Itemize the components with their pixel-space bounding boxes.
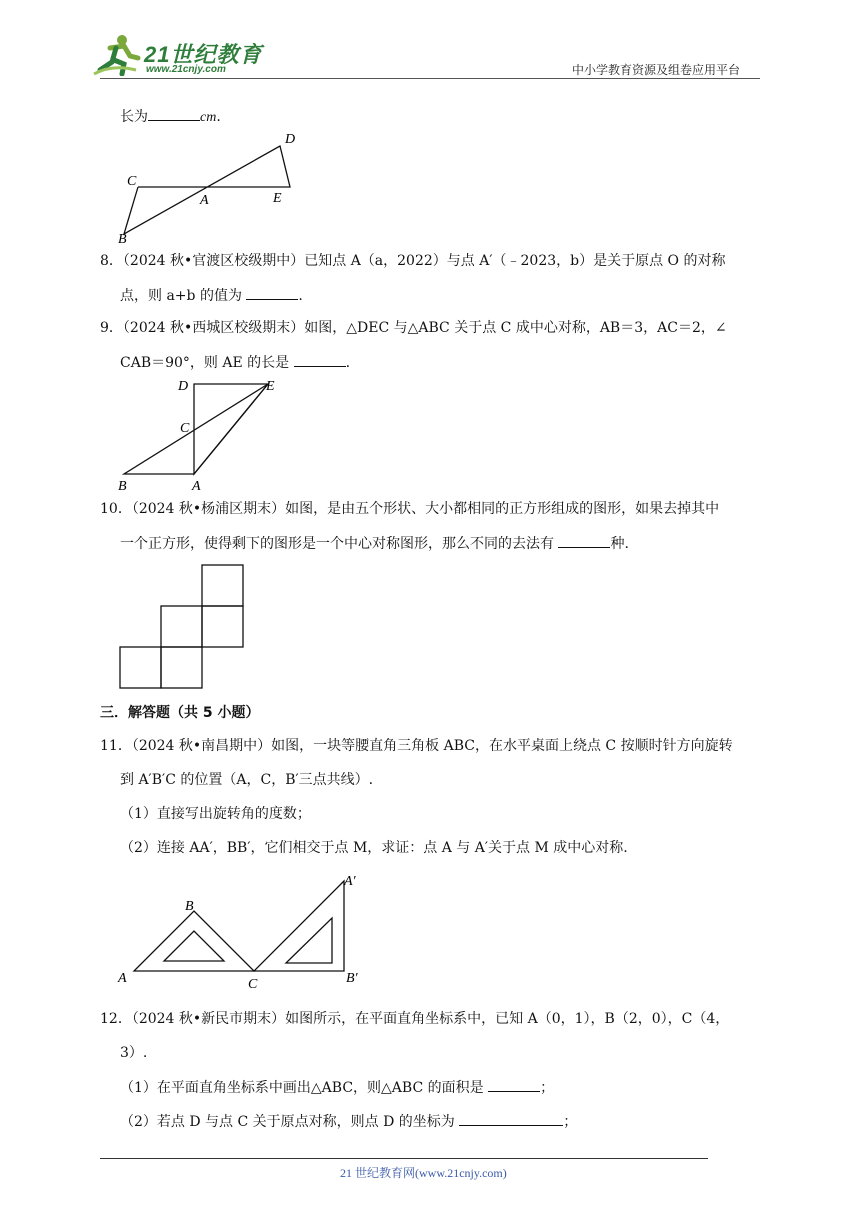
label-d: D bbox=[285, 132, 296, 147]
answer-blank[interactable] bbox=[488, 1077, 540, 1092]
q7-tail: 长为 cm. bbox=[120, 106, 221, 128]
label-c: C bbox=[180, 421, 190, 436]
q11-line2: 到 A′B′C 的位置（A，C，B′三点共线）. bbox=[120, 772, 374, 788]
q12-line1: 12．（2024 秋•新民市期末）如图所示，在平面直角坐标系中，已知 A（0，1），B（2，0），C（4， bbox=[100, 1011, 730, 1027]
logo-runner-icon bbox=[92, 34, 142, 76]
header-divider bbox=[100, 78, 760, 79]
platform-title: 中小学教育资源及组卷应用平台 bbox=[572, 63, 741, 77]
label-b: B bbox=[118, 232, 127, 246]
label-d: D bbox=[178, 379, 189, 394]
answer-blank[interactable] bbox=[246, 285, 298, 300]
q12-sub2: （2）若点 D 与点 C 关于原点对称，则点 D 的坐标为 ； bbox=[120, 1111, 577, 1132]
answer-blank[interactable] bbox=[558, 533, 610, 548]
q11-triangles-figure bbox=[112, 868, 372, 994]
q10-line2: 一个正方形，使得剩下的图形是一个中心对称图形，那么不同的去法有 种. bbox=[120, 533, 629, 554]
q10-squares-figure bbox=[116, 563, 246, 693]
answer-blank[interactable] bbox=[148, 106, 200, 121]
q10-line1: 10．（2024 秋•杨浦区期末）如图，是由五个形状、大小都相同的正方形组成的图形，如果去掉其中 bbox=[100, 501, 720, 517]
q12-line2: 3）. bbox=[120, 1045, 148, 1061]
label-b: B bbox=[185, 899, 194, 914]
footer-text: 21 世纪教育网(www.21cnjy.com) bbox=[340, 1166, 507, 1180]
q9-line2: CAB＝90°，则 AE 的长是 . bbox=[120, 352, 350, 373]
label-a-prime: A′ bbox=[344, 874, 356, 889]
label-b: B bbox=[118, 479, 127, 494]
label-a: A bbox=[200, 193, 209, 208]
q8-line2: 点，则 a+b 的值为 . bbox=[120, 285, 303, 306]
label-a: A bbox=[192, 479, 201, 494]
label-a: A bbox=[118, 971, 127, 986]
q11-sub1: （1）直接写出旋转角的度数； bbox=[120, 806, 311, 822]
label-b-prime: B′ bbox=[346, 971, 358, 986]
q9-figure bbox=[110, 374, 290, 496]
q8-line1: 8．（2024 秋•官渡区校级期中）已知点 A（a，2022）与点 A′（﹣2023，b）是关于原点 O 的对称 bbox=[100, 253, 726, 269]
q11-line1: 11．（2024 秋•南昌期中）如图，一块等腰直角三角板 ABC，在水平桌面上绕点 C 按顺时针方向旋转 bbox=[100, 738, 733, 754]
header bbox=[0, 0, 860, 80]
label-e: E bbox=[273, 191, 282, 206]
label-e: E bbox=[266, 379, 275, 394]
logo-title: 21世纪教育 bbox=[144, 42, 263, 67]
label-c: C bbox=[127, 174, 137, 189]
footer-divider bbox=[100, 1158, 708, 1159]
answer-blank[interactable] bbox=[294, 352, 346, 367]
logo-url: www.21cnjy.com bbox=[146, 64, 226, 75]
answer-blank[interactable] bbox=[459, 1111, 563, 1126]
q11-sub2: （2）连接 AA′，BB′，它们相交于点 M，求证：点 A 与 A′关于点 M 成中心对称. bbox=[120, 840, 628, 856]
q7-figure bbox=[110, 128, 310, 246]
q12-sub1: （1）在平面直角坐标系中画出△ABC，则△ABC 的面积是 ； bbox=[120, 1077, 554, 1098]
section-title: 三．解答题（共 5 小题） bbox=[100, 705, 260, 721]
q9-line1: 9．（2024 秋•西城区校级期末）如图，△DEC 与△ABC 关于点 C 成中心对称，AB＝3，AC＝2，∠ bbox=[100, 320, 727, 336]
label-c: C bbox=[248, 977, 258, 992]
